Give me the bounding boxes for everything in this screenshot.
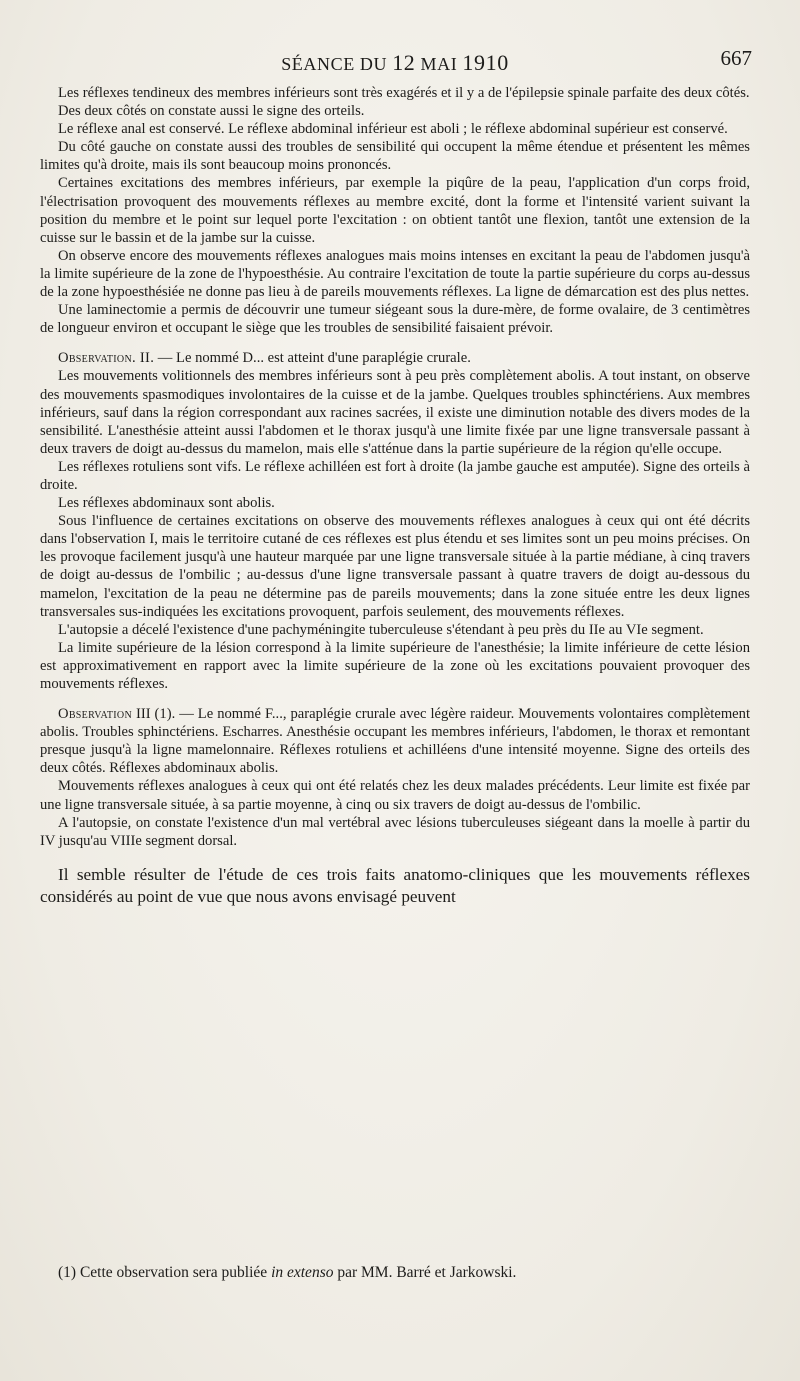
running-head-day: 12 — [392, 50, 416, 75]
paragraph — [40, 494, 750, 512]
paragraph-text: Certaines excitations des membres inférieurs, par exemple la piqûre de la peau, l'application d'un corps froid, l'électrisation provoquent des mouvements réflexes au membre excité, dont la forme et l'intensité varient suivant la position du membre et le point sur lequel porte l'excitation : on obtient tantôt une flexion, tantôt une extension de la cuisse sur le bassin et de la jambe sur la cuisse. — [40, 175, 750, 246]
paragraph — [40, 349, 750, 367]
running-head-month: MAI — [415, 54, 463, 74]
paragraph-text: Les réflexes rotuliens sont vifs. Le réflexe achilléen est fort à droite (la jambe gauche est amputée). Signe des orteils à droite. — [40, 458, 750, 493]
paragraph — [40, 102, 750, 120]
footnote — [58, 1263, 748, 1283]
footnote-text-before: Cette observation sera publiée — [76, 1264, 272, 1281]
paragraph-text: Une laminectomie a permis de découvrir une tumeur siégeant sous la dure-mère, de forme ovalaire, de 3 centimètres de longueur environ et occupant le siège que les troubles de sensibilité faisaient prévoir. — [40, 302, 750, 337]
observation-heading: Observation — [58, 706, 132, 723]
footnote-italic: in extenso — [271, 1264, 334, 1281]
paragraph-text: La limite supérieure de la lésion correspond à la limite supérieure de l'anesthésie; la limite inférieure de cette lésion est approximativement en rapport avec la limite supérieure de la zone où les excitations pouvaient provoquer des mouvements réflexes. — [40, 639, 750, 692]
page-number: 667 — [720, 46, 752, 70]
paragraph-text: Les réflexes tendineux des membres inférieurs sont très exagérés et il y a de l'épilepsie spinale parfaite des deux côtés. — [58, 85, 750, 101]
paragraph — [40, 639, 750, 693]
paragraph-text: On observe encore des mouvements réflexes analogues mais moins intenses en excitant la peau de l'abdomen jusqu'à la limite supérieure de la zone de l'hypoesthésie. Au contraire l'excitation de toute la partie supérieure du corps au-dessus de la zone hypoesthésiée ne donne pas lieu à de pareils mouvements réflexes. La ligne de démarcation est des plus nettes. — [40, 247, 750, 301]
paragraph — [40, 621, 750, 639]
footnote-text-after: par MM. Barré et Jarkowski. — [333, 1264, 517, 1281]
body-text — [40, 84, 750, 908]
paragraph-text: Des deux côtés on constate aussi le signe des orteils. — [58, 103, 365, 120]
paragraph — [40, 864, 750, 908]
paragraph-text: Mouvements réflexes analogues à ceux qui ont été relatés chez les deux malades précédents. Leur limite est fixée par une ligne transversale située, à sa partie moyenne, à cinq ou six travers de doigt au-dessus de l'ombilic. — [40, 778, 750, 813]
paragraph — [40, 138, 750, 174]
paragraph — [40, 84, 750, 102]
paragraph-text: Le réflexe anal est conservé. Le réflexe abdominal inférieur est aboli ; le réflexe abdominal supérieur est conservé. — [58, 121, 728, 138]
paragraph-text: Il semble résulter de l'étude de ces trois faits anatomo-cliniques que les mouvements réflexes considérés au point de vue que nous avons envisagé peuvent — [40, 864, 750, 906]
footnote-marker: (1) — [58, 1264, 77, 1281]
page-header — [38, 44, 752, 74]
paragraph-text: A l'autopsie, on constate l'existence d'un mal vertébral avec lésions tuberculeuses siégeant dans la moelle à partir du IV jusqu'au VIIIe segment dorsal. — [40, 814, 750, 849]
paragraph-text: Du côté gauche on constate aussi des troubles de sensibilité qui occupent la même étendue et présentent les mêmes limites qu'à droite, mais ils sont beaucoup moins prononcés. — [40, 139, 750, 174]
paragraph — [40, 705, 750, 777]
paragraph — [40, 247, 750, 301]
paragraph — [40, 777, 750, 813]
paragraph-text: Les mouvements volitionnels des membres inférieurs sont à peu près complètement abolis. A tout instant, on observe des mouvements spasmodiques involontaires de la cuisse et de la jambe. Quelques troubles sphinctériens. Aux membres inférieurs, sauf dans la région correspondant aux racines sacrées, il existe une diminution notable des divers modes de la sensibilité. L'anesthésie atteint aussi l'abdomen et le thorax jusqu'à une limite fixée par une ligne transversale passant à deux travers de doigt au-dessus du mamelon, mais elle s'atténue dans la partie supérieure de la région qu'elle occupe. — [40, 368, 750, 457]
running-head-year: 1910 — [462, 50, 509, 75]
running-head — [38, 50, 752, 76]
paragraph-text: Sous l'influence de certaines excitations on observe des mouvements réflexes analogues à ceux qui ont été décrits dans l'observation I, mais le territoire cutané de ces réflexes est plus étendu et ses limites sont un peu moins précises. On les provoque facilement jusqu'à une hauteur marquée par une ligne transversale située à la partie médiane, à cinq travers de doigt au-dessus de l'ombilic ; au-dessus d'une ligne transversale passant à quatre travers de doigt au-dessous du mamelon, l'excitation de la peau ne détermine pas de pareils mouvements; dans la zone située entre les deux lignes transversales sus-indiquées les excitations provoquent, parfois seulement, des mouvements réflexes. — [40, 513, 750, 620]
paragraph — [40, 814, 750, 850]
paragraph-text: L'autopsie a décelé l'existence d'une pachyméningite tuberculeuse s'étendant à peu près du IIe au VIe segment. — [58, 621, 704, 638]
running-head-part: SÉANCE DU — [281, 54, 393, 74]
paragraph-text: Les réflexes abdominaux sont abolis. — [58, 495, 275, 512]
paragraph — [40, 301, 750, 337]
paragraph — [40, 458, 750, 494]
paragraph — [40, 174, 750, 246]
paragraph — [40, 120, 750, 138]
paragraph — [40, 512, 750, 621]
paragraph-text: III (1). — Le nommé F..., paraplégie crurale avec légère raideur. Mouvements volontaires complètement abolis. Troubles sphinctériens. Escharres. Anesthésie occupant les membres inférieurs, l'abdomen, le thorax et remontant presque jusqu'à la ligne mamelonnaire. Réflexes rotuliens et achilléens d'une intensité moyenne. Signe des orteils des deux côtés. Réflexes abdominaux abolis. — [40, 706, 750, 777]
observation-heading: Observation. II. — [58, 350, 155, 367]
paragraph-text: — Le nommé D... est atteint d'une paraplégie crurale. — [154, 350, 471, 367]
paragraph — [40, 367, 750, 457]
